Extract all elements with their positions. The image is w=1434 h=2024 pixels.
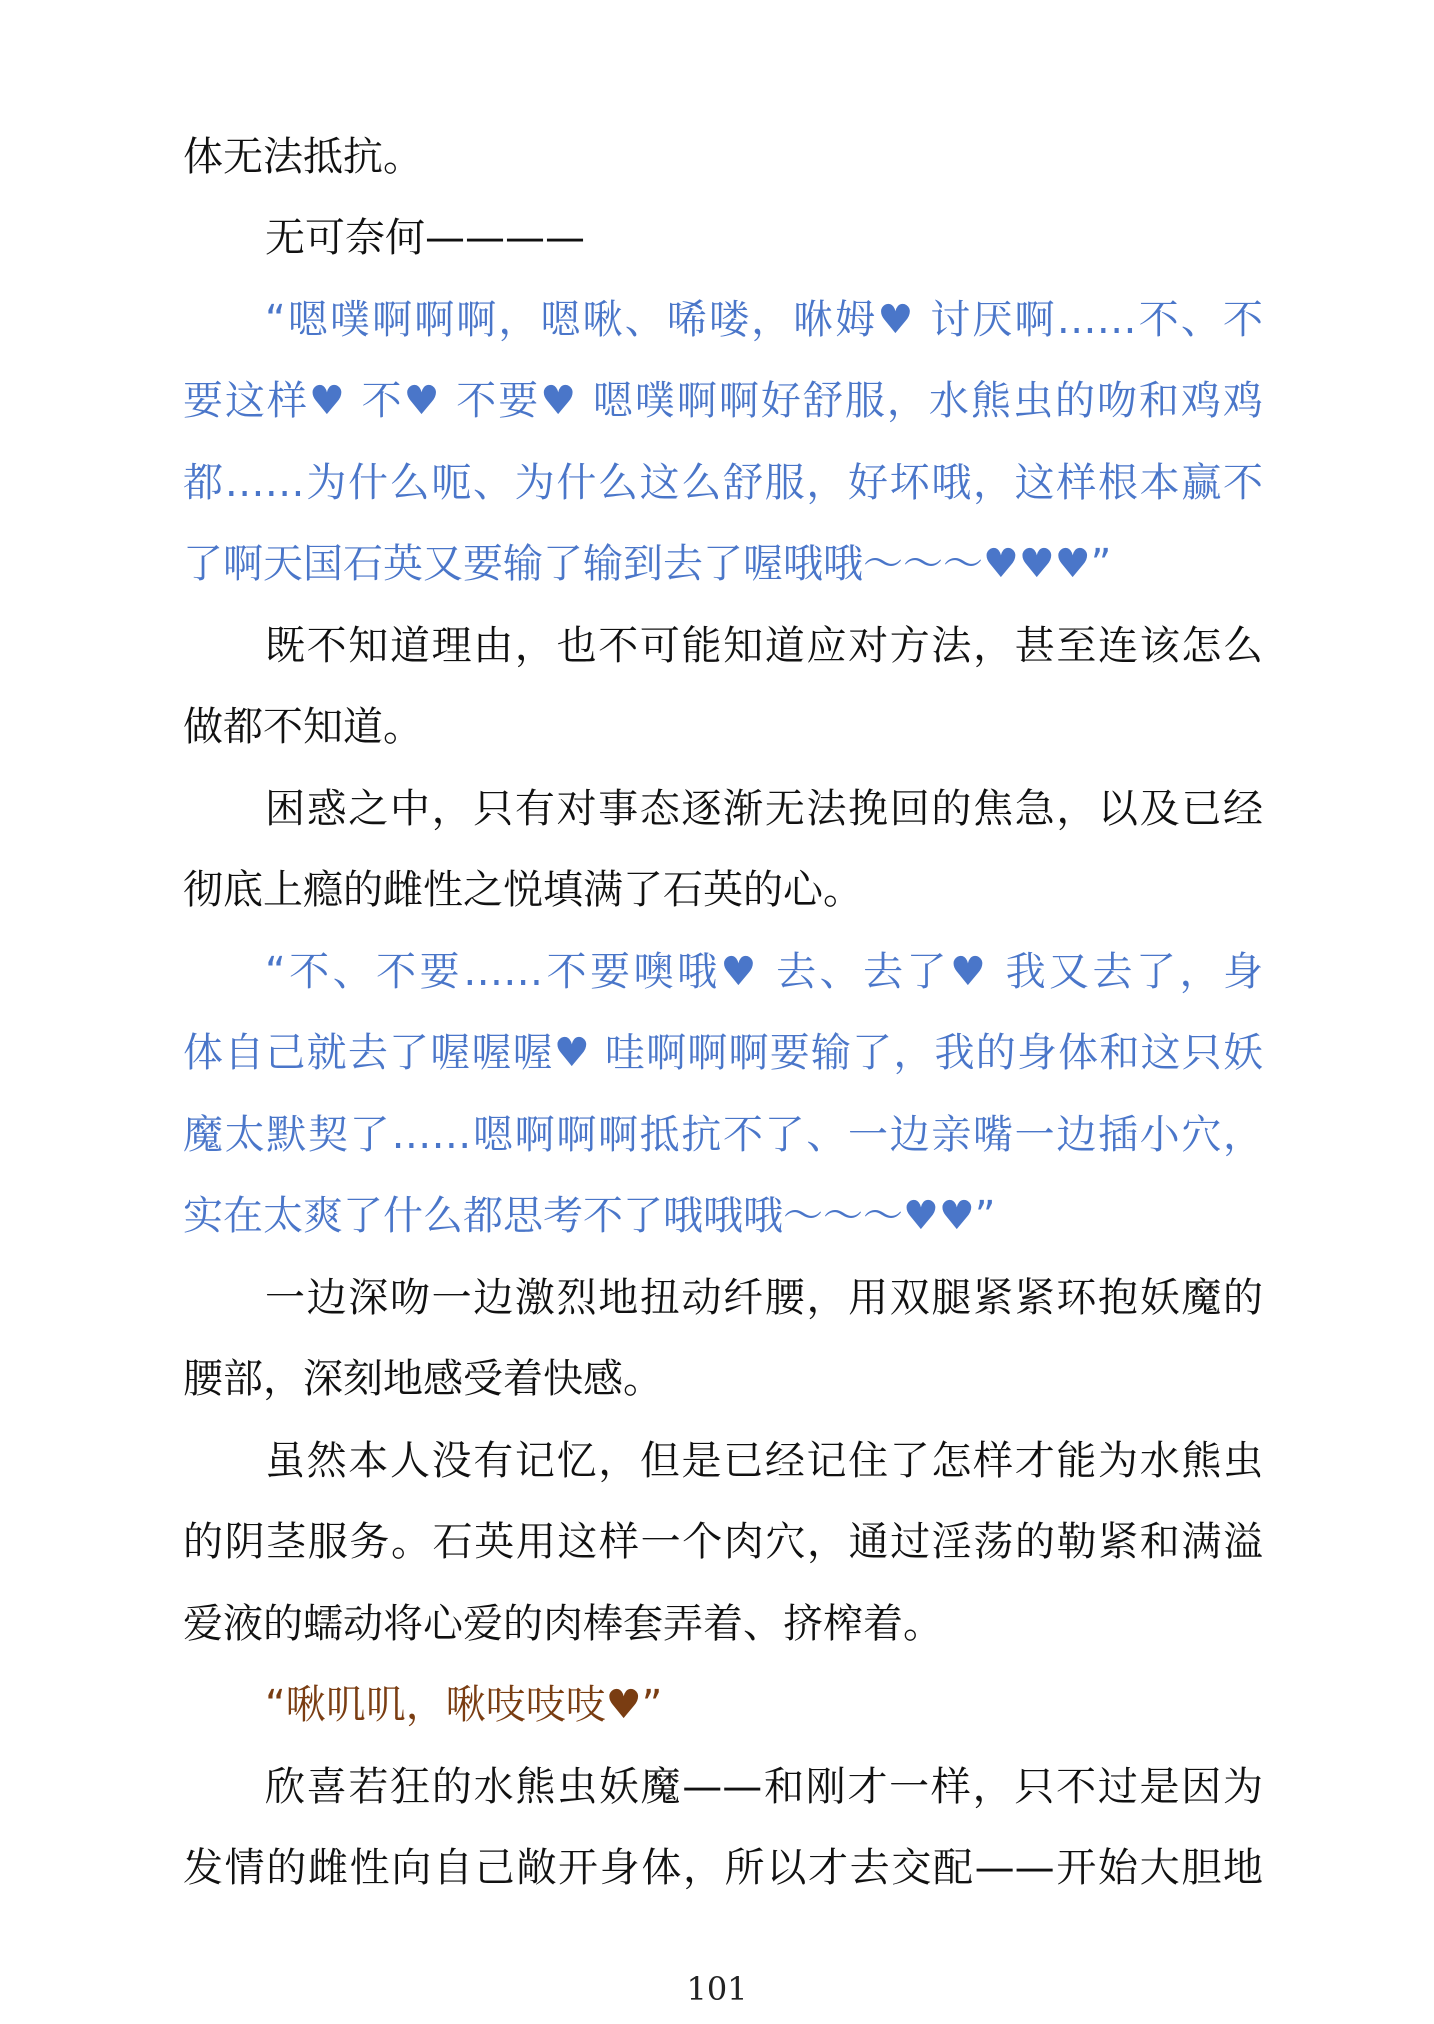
text-line: 无可奈何———— [265, 215, 585, 261]
page-number: 101 [686, 1970, 748, 2008]
dialogue-line: “嗯噗啊啊啊，嗯啾、唏喽，咻姆♥ 讨厌啊……不、不 [265, 297, 1263, 343]
text-line: 做都不知道。 [183, 704, 423, 750]
text-line: 发情的雌性向自己敞开身体，所以才去交配——开始大胆地 [183, 1845, 1263, 1891]
text-line: 一边深吻一边激烈地扭动纤腰，用双腿紧紧环抱妖魔的 [265, 1275, 1263, 1321]
text-line: 的阴茎服务。石英用这样一个肉穴，通过淫荡的勒紧和满溢 [183, 1519, 1263, 1565]
dialogue-line: 都……为什么呃、为什么这么舒服，好坏哦，这样根本赢不 [183, 460, 1263, 506]
text-line: 腰部，深刻地感受着快感。 [183, 1356, 663, 1402]
text-line: 欣喜若狂的水熊虫妖魔——和刚才一样，只不过是因为 [265, 1764, 1263, 1810]
dialogue-line: 体自己就去了喔喔喔♥ 哇啊啊啊要输了，我的身体和这只妖 [183, 1030, 1263, 1076]
text-line: 既不知道理由，也不可能知道应对方法，甚至连该怎么 [265, 623, 1263, 669]
dialogue-line: 要这样♥ 不♥ 不要♥ 嗯噗啊啊好舒服，水熊虫的吻和鸡鸡 [183, 378, 1263, 424]
text-line: 虽然本人没有记忆，但是已经记住了怎样才能为水熊虫 [265, 1438, 1263, 1484]
text-line: 体无法抵抗。 [183, 134, 423, 180]
dialogue-line: “不、不要……不要噢哦♥ 去、去了♥ 我又去了，身 [265, 949, 1263, 995]
dialogue-line: 实在太爽了什么都思考不了哦哦哦～～～♥♥” [183, 1193, 996, 1239]
text-line: 爱液的蠕动将心爱的肉棒套弄着、挤榨着。 [183, 1601, 943, 1647]
text-line: 困惑之中，只有对事态逐渐无法挽回的焦急，以及已经 [265, 786, 1263, 832]
text-line: 彻底上瘾的雌性之悦填满了石英的心。 [183, 867, 863, 913]
dialogue-line: 了啊天国石英又要输了输到去了喔哦哦～～～♥♥♥” [183, 541, 1112, 587]
dialogue-line: “啾叽叽，啾吱吱吱♥” [265, 1682, 663, 1728]
dialogue-line: 魔太默契了……嗯啊啊啊抵抗不了、一边亲嘴一边插小穴， [183, 1112, 1263, 1158]
